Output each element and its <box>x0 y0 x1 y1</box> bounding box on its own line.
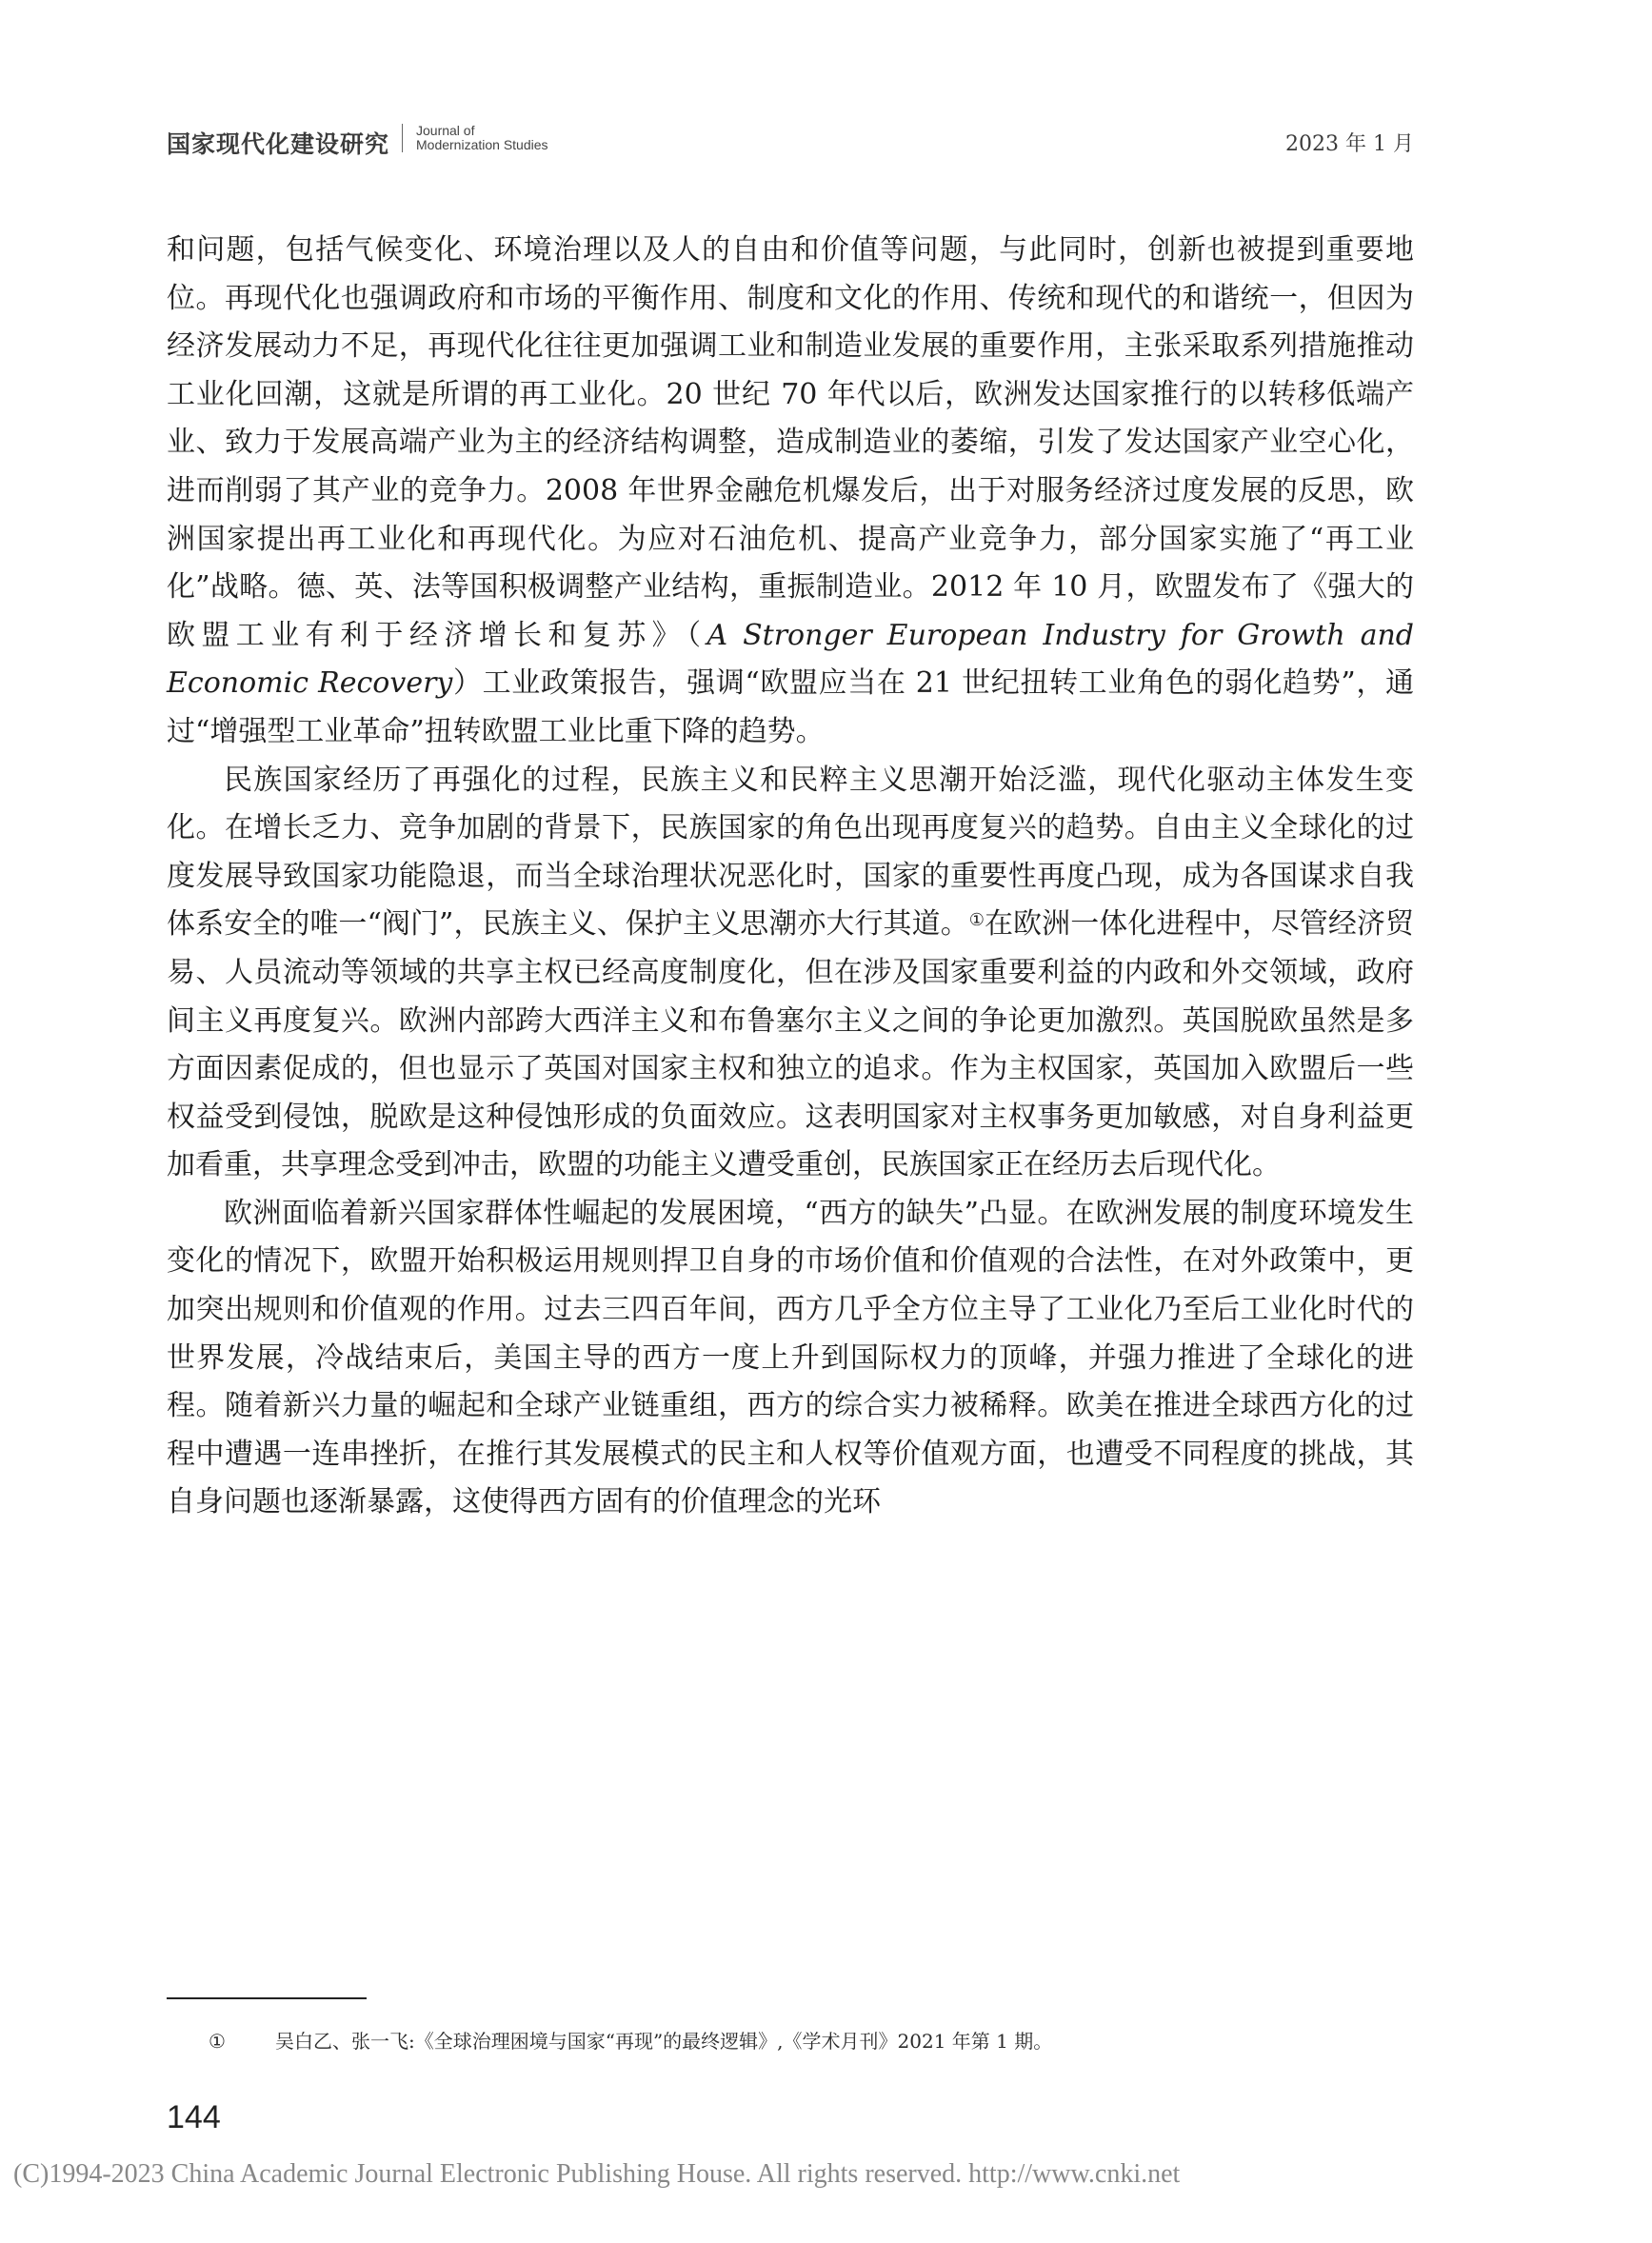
paragraph-2-text-b: 在欧洲一体化进程中，尽管经济贸易、人员流动等领域的共享主权已经高度制度化，但在涉及国家重要利益的内政和外交领域，政府间主义再度复兴。欧洲内部跨大西洋主义和布鲁塞尔主义之间的争论更加激烈。英国脱欧虽然是多方面因素促成的，但也显示了英国对国家主权和独立的追求。作为主权国家，英国加入欧盟后一些权益受到侵蚀，脱欧是这种侵蚀形成的负面效应。这表明国家对主权事务更加敏感，对自身利益更加看重，共享理念受到冲击，欧盟的功能主义遭受重创，民族国家正在经历去后现代化。 <box>167 907 1414 1182</box>
report-title-italic: A Stronger European Industry for Growth and Economic Recovery <box>167 618 1415 701</box>
paragraph-1-text-a: 和问题，包括气候变化、环境治理以及人的自由和价值等问题，与此同时，创新也被提到重要地位。再现代化也强调政府和市场的平衡作用、制度和文化的作用、传统和现代的和谐统一，但因为经济发展动力不足，再现代化往往更加强调工业和制造业发展的重要作用，主张采取系列措施推动工业化回潮，这就是所谓的再工业化。20 世纪 70 年代以后，欧洲发达国家推行的以转移低端产业、致力于发展高端产业为主的经济结构调整，造成制造业的萎缩，引发了发达国家产业空心化，进而削弱了其产业的竞争力。2008 年世界金融危机爆发后，出于对服务经济过度发展的反思，欧洲国家提出再工业化和再现代化。为应对石油危机、提高产业竞争力，部分国家实施了“再工业化”战略。德、英、法等国积极调整产业结构，重振制造业。2012 年 10 月，欧盟发布了《强大的欧盟工业有利于经济增长和复苏》（ <box>167 233 1414 652</box>
paragraph-2 <box>167 757 1414 1190</box>
footnote-1 <box>167 2026 1414 2054</box>
copyright-notice: (C)1994-2023 China Academic Journal Electronic Publishing House. All rights reserved. http://www.cnki.net <box>13 2159 1181 2189</box>
footnote-rule <box>167 1997 367 1999</box>
page-number: 144 <box>167 2099 221 2135</box>
journal-title-en-line2: Modernization Studies <box>416 137 548 152</box>
footnote-text: 吴白乙、张一飞:《全球治理困境与国家“再现”的最终逻辑》,《学术月刊》2021 年第 1 期。 <box>275 2030 1053 2053</box>
journal-title-en <box>416 124 548 152</box>
running-header <box>167 122 1414 160</box>
paragraph-2-text-a: 民族国家经历了再强化的过程，民族主义和民粹主义思潮开始泛滥，现代化驱动主体发生变化。在增长乏力、竞争加剧的背景下，民族国家的角色出现再度复兴的趋势。自由主义全球化的过度发展导致国家功能隐退，而当全球治理状况恶化时，国家的重要性再度凸现，成为各国谋求自我体系安全的唯一“阀门”，民族主义、保护主义思潮亦大行其道。 <box>167 763 1414 942</box>
paragraph-1-text-b: ）工业政策报告，强调“欧盟应当在 21 世纪扭转工业角色的弱化趋势”，通过“增强型工业革命”扭转欧盟工业比重下降的趋势。 <box>167 666 1414 748</box>
paragraph-3: 欧洲面临着新兴国家群体性崛起的发展困境，“西方的缺失”凸显。在欧洲发展的制度环境发生变化的情况下，欧盟开始积极运用规则捍卫自身的市场价值和价值观的合法性，在对外政策中，更加突出规则和价值观的作用。过去三四百年间，西方几乎全方位主导了工业化乃至后工业化时代的世界发展，冷战结束后，美国主导的西方一度上升到国际权力的顶峰，并强力推进了全球化的进程。随着新兴力量的崛起和全球产业链重组，西方的综合实力被稀释。欧美在推进全球西方化的过程中遭遇一连串挫折，在推行其发展模式的民主和人权等价值观方面，也遭受不同程度的挑战，其自身问题也逐渐暴露，这使得西方固有的价值理念的光环 <box>167 1196 1414 1519</box>
paragraph-1 <box>167 227 1414 757</box>
issue-date: 2023 年 1 月 <box>1285 132 1414 156</box>
footnote-ref-1[interactable]: ① <box>968 910 985 931</box>
article-body <box>167 227 1414 1527</box>
journal-title-cn: 国家现代化建设研究 <box>167 130 390 158</box>
header-divider <box>402 124 403 152</box>
journal-title-en-line1: Journal of <box>416 123 475 138</box>
footnote-marker: ① <box>209 2030 226 2053</box>
